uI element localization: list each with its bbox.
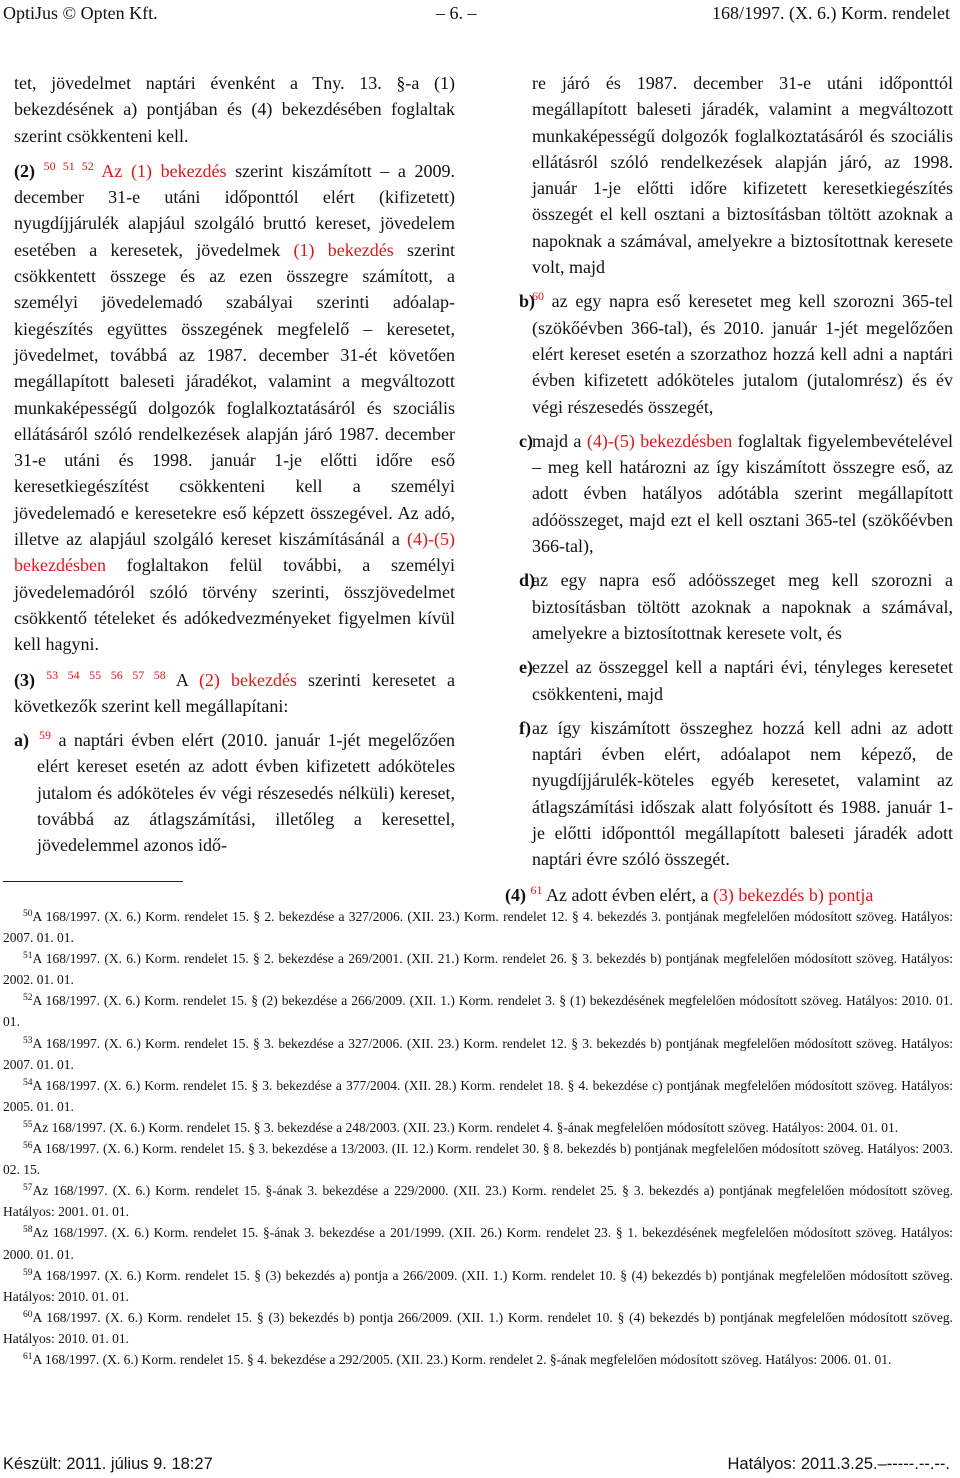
paragraph-number: (2) bbox=[14, 160, 35, 181]
item-text: az így kiszámított összeghez hozzá kell adni az adott naptári évben elért, adóalapot nem képező, de nyugdíjjárulék-köteles egyéb keresetet, valamint az átlagszámítási időszak alatt folyósított és 1988. január 1-je előtti időponttól megállapított baleseti járadék adott naptári évre szóló összegét. bbox=[532, 717, 953, 870]
footnote bbox=[3, 1222, 953, 1264]
footnote bbox=[3, 1349, 953, 1370]
paragraph-3 bbox=[14, 667, 455, 720]
footnote-text: A 168/1997. (X. 6.) Korm. rendelet 15. § 3. bekezdése a 377/2004. (XII. 28.) Korm. rendelet 18. § 4. bekezdése c) pontjának megfelelően módosított szöveg. Hatályos: 2005. 01. 01. bbox=[3, 1077, 953, 1114]
footnote-text: A 168/1997. (X. 6.) Korm. rendelet 15. § 2. bekezdése a 269/2001. (XII. 21.) Korm. rendelet 26. § 3. bekezdés b) pontjának megfelelően módosított szöveg. Hatályos: 2002. 01. 01. bbox=[3, 951, 953, 988]
footnote-number: 58 bbox=[23, 1225, 33, 1236]
footnote-ref[interactable]: 60 bbox=[532, 289, 544, 304]
footnote-refs[interactable]: 53 54 55 56 57 58 bbox=[46, 667, 166, 682]
item-text: ezzel az összeggel kell a naptári évi, tényleges keresetet csökkenteni, majd bbox=[532, 657, 953, 704]
footnote-text: A 168/1997. (X. 6.) Korm. rendelet 15. § 4. bekezdése a 292/2005. (XII. 23.) Korm. rendelet 2. §-ának megfelelően módosított szöveg. Hatályos: 2006. 01. 01. bbox=[32, 1351, 892, 1367]
page-footer bbox=[0, 1452, 960, 1476]
footnote-number: 51 bbox=[23, 951, 33, 962]
footnote-text: A 168/1997. (X. 6.) Korm. rendelet 15. § 2. bekezdése a 327/2006. (XII. 23.) Korm. rendelet 12. § 4. bekezdés 3. pontjának megfelelően módosított szöveg. Hatályos: 2007. 01. 01. bbox=[3, 909, 953, 946]
item-label: c) bbox=[519, 430, 533, 451]
paragraph-text: szerint csökkentett összege és az ezen összegre számított, a személyi jövedelemadó szabályai szerinti adóalap-kiegészítés együttes összegének megfelelő – keresetet, jövedelmet, továbbá az 1987. december 31-ét követően megállapított baleseti járadékot, valamint a megváltozott munkaképességű dolgozók foglalkoztatásáról és szociális ellátásáról szóló rendelkezések alapján járó 1987. december 31-e utáni és 1998. január 1-je előtti időre eső keresetkiegészítést csökkenteni kell a személyi jövedelemadó e keresetekre eső képzett összegével. Az adó, illetve az alapjául szolgáló kereset kiszámításánál a bbox=[14, 239, 455, 550]
item-label: b) bbox=[519, 291, 536, 312]
item-label: e) bbox=[519, 657, 533, 678]
list-item-d bbox=[505, 567, 953, 646]
paragraph-1-continuation: tet, jövedelmet naptári évenként a Tny. 13. §-a (1) bekezdésének a) pontjában és (4) bekezdésében foglaltak szerint csökkenteni kell. bbox=[14, 73, 455, 146]
paragraph-4 bbox=[505, 882, 953, 908]
cross-reference-link[interactable]: (4)-(5) bekezdésben bbox=[586, 430, 733, 451]
footnote-number: 59 bbox=[23, 1267, 33, 1278]
footnote-text: A 168/1997. (X. 6.) Korm. rendelet 15. § (3) bekezdés b) pontja 266/2009. (XII. 1.) Korm. rendelet 10. § (4) bekezdés b) pontjának megfelelően módosított szöveg. Hatályos: 2010. 01. 01. bbox=[3, 1309, 953, 1346]
cross-reference-link[interactable]: Az (1) bekezdés bbox=[101, 160, 227, 181]
footnote-text: A 168/1997. (X. 6.) Korm. rendelet 15. § (3) bekezdés a) pontja a 266/2009. (XII. 1.) Korm. rendelet 10. § (4) bekezdés b) pontjának megfelelően módosított szöveg. Hatályos: 2010. 01. 01. bbox=[3, 1267, 953, 1304]
right-column bbox=[505, 70, 953, 908]
footnote bbox=[3, 948, 953, 990]
paragraph-text: A bbox=[175, 669, 199, 690]
footnote-number: 53 bbox=[23, 1035, 33, 1046]
footnote-text: A 168/1997. (X. 6.) Korm. rendelet 15. § (2) bekezdése a 266/2009. (XII. 1.) Korm. rendelet 3. § (1) bekezdésének megfelelően módosított szöveg. Hatályos: 2010. 01. 01. bbox=[3, 993, 953, 1030]
footnote-number: 50 bbox=[23, 909, 33, 919]
footnote-text: Az 168/1997. (X. 6.) Korm. rendelet 15. §-ának 3. bekezdése a 229/2000. (XII. 23.) Korm. rendelet 25. § 3. bekezdés a) pontjának megfelelően módosított szöveg. Hatályos: 2001. 01. 01. bbox=[3, 1183, 953, 1220]
footnote bbox=[3, 1265, 953, 1307]
list-item-a-continuation: re járó és 1987. december 31-e utáni időponttól megállapított baleseti járadék, valamint a megváltozott munkaképességű dolgozók foglalkoztatásáról és szociális ellátásról szóló rendelkezések alapján járó, az 1998. január 1-je előtti időre kifizetett keresetkiegészítés összegét el kell osztani a biztosításban töltött azoknak a napoknak a számával, amelyekre a biztosítottnak keresete volt, majd bbox=[532, 73, 953, 278]
publisher-label: OptiJus © Opten Kft. bbox=[3, 3, 158, 23]
footnote-ref[interactable]: 59 bbox=[39, 728, 51, 743]
cross-reference-link[interactable]: (3) bekezdés b) pontja bbox=[712, 884, 874, 905]
footnote bbox=[3, 1180, 953, 1222]
item-label: d) bbox=[519, 570, 536, 591]
item-text: az egy napra eső adóösszeget meg kell szorozni a biztosításban töltött azoknak a napoknak a számával, amelyekre a biztosítottnak keresete volt, és bbox=[532, 570, 953, 643]
paragraph-text: szerinti keresetet a következők szerint kell megállapítani: bbox=[14, 669, 456, 716]
item-text: foglaltak figyelembevételével – meg kell határozni az így kiszámított összegre eső, az adott évben hatályos adótábla szerint megállapított adóösszeget, majd ezt el kell osztani 365-tel (szökőévben 366-tal), bbox=[532, 430, 953, 557]
item-text: az egy napra eső keresetet meg kell szorozni 365-tel (szökőévben 366-tal), és 2010. január 1-jét megelőzően elért kereset esetén a szorzathoz hozzá kell adni a naptári évben kifizetett adóköteles jutalom (jutalomrész) és év végi részesedés összegét, bbox=[532, 291, 953, 417]
cross-reference-link[interactable]: (4)-(5) bekezdésben bbox=[14, 529, 455, 576]
footnote bbox=[3, 1117, 953, 1138]
cross-reference-link[interactable]: (2) bekezdés bbox=[198, 669, 297, 690]
item-text: a naptári évben elért (2010. január 1-jét megelőzően elért kereset esetén az adott évben kifizetett adóköteles jutalom és adóköteles év végi részesedés nélküli) kereset, továbbá az átlagszámítási, illetőleg a keresettel, jövedelemmel azonos idő- bbox=[37, 730, 455, 856]
item-label: f) bbox=[519, 717, 531, 738]
list-item-c bbox=[505, 428, 953, 559]
list-item-b bbox=[505, 288, 953, 419]
document-title: 168/1997. (X. 6.) Korm. rendelet bbox=[712, 3, 950, 23]
footnote-number: 52 bbox=[23, 993, 33, 1004]
paragraph-text: szerint kiszámított – a 2009. december 31-e utáni időponttól elért (kifizetett) nyugdíjjárulék alapjául szolgáló bruttó kereset, jövedelem esetében a keresetek, jövedelmek bbox=[14, 160, 456, 260]
item-text: majd a bbox=[532, 430, 587, 451]
footnotes-section bbox=[3, 906, 953, 1370]
item-label: a) bbox=[14, 730, 29, 751]
generated-date: Készült: 2011. július 9. 18:27 bbox=[3, 1455, 213, 1473]
footnote bbox=[3, 906, 953, 948]
paragraph-text: foglaltakon felül további, a személyi jövedelemadóról szóló törvény szerinti, összjövedelmet csökkentő tételeket és adókedvezményeket figyelmen kívül kell hagyni. bbox=[14, 555, 455, 655]
footnote-ref[interactable]: 61 bbox=[530, 882, 543, 897]
list-item-a bbox=[14, 727, 455, 858]
footnote-number: 55 bbox=[23, 1119, 33, 1130]
footnote-number: 57 bbox=[23, 1183, 33, 1194]
footnote bbox=[3, 1138, 953, 1180]
page-header bbox=[0, 0, 960, 28]
footnote-number: 61 bbox=[23, 1351, 33, 1362]
footnote-number: 60 bbox=[23, 1309, 33, 1320]
footnote-divider bbox=[3, 881, 183, 882]
footnote-text: A 168/1997. (X. 6.) Korm. rendelet 15. § 3. bekezdése a 13/2003. (II. 12.) Korm. rendelet 30. § 8. bekezdés b) pontjának megfelelően módosított szöveg. Hatályos: 2003. 02. 15. bbox=[3, 1141, 953, 1178]
paragraph-2 bbox=[14, 158, 455, 658]
footnote-number: 54 bbox=[23, 1077, 33, 1088]
footnote bbox=[3, 1075, 953, 1117]
footnote-text: Az 168/1997. (X. 6.) Korm. rendelet 15. §-ának 3. bekezdése a 201/1999. (XII. 26.) Korm. rendelet 23. § 1. bekezdésének megfelelően módosított szöveg. Hatályos: 2000. 01. 01. bbox=[3, 1225, 953, 1262]
cross-reference-link[interactable]: (1) bekezdés bbox=[293, 239, 394, 260]
page-number: – 6. – bbox=[436, 3, 477, 23]
footnote-text: Az 168/1997. (X. 6.) Korm. rendelet 15. § 3. bekezdése a 248/2003. (XII. 23.) Korm. rendelet 4. §-ának megfelelően módosított szöveg. Hatályos: 2004. 01. 01. bbox=[32, 1119, 899, 1135]
list-item-e bbox=[505, 654, 953, 707]
paragraph-number: (4) bbox=[505, 884, 526, 905]
paragraph-text: Az adott évben elért, a bbox=[542, 884, 713, 905]
list-item-f bbox=[505, 715, 953, 873]
paragraph-number: (3) bbox=[14, 669, 35, 690]
footnote bbox=[3, 1033, 953, 1075]
left-column bbox=[14, 70, 455, 859]
effective-date: Hatályos: 2011.3.25.–-----.--.--. bbox=[727, 1455, 950, 1473]
footnote-text: A 168/1997. (X. 6.) Korm. rendelet 15. § 3. bekezdése a 327/2006. (XII. 23.) Korm. rendelet 12. § 3. bekezdés b) pontjának megfelelően módosított szöveg. Hatályos: 2007. 01. 01. bbox=[3, 1035, 953, 1072]
footnote bbox=[3, 1307, 953, 1349]
footnote bbox=[3, 990, 953, 1032]
footnote-number: 56 bbox=[23, 1141, 33, 1152]
footnote-refs[interactable]: 50 51 52 bbox=[43, 158, 94, 173]
